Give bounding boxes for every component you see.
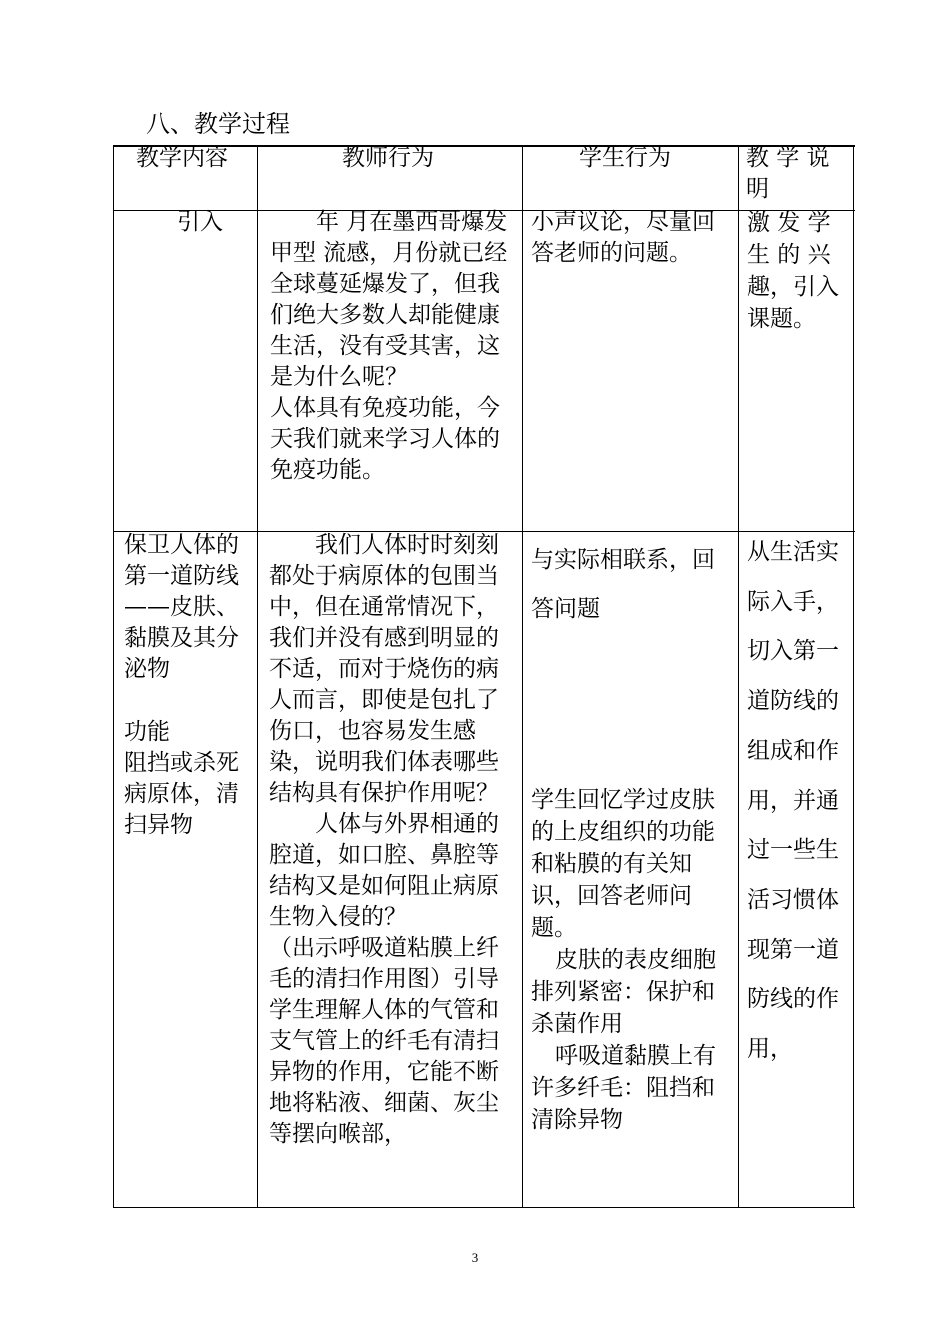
table-col-divider-3 (738, 145, 739, 1208)
row1-teacher-para-2: 人体具有免疫功能，今天我们就来学习人体的免疫功能。 (270, 395, 500, 483)
row2-content-function-text: 阻挡或杀死病原体，清扫异物 (124, 750, 239, 838)
section-heading: 八、教学过程 (146, 110, 290, 138)
header-content: 教学内容 (136, 145, 228, 171)
table-border-bottom (113, 1207, 855, 1208)
header-student: 学生行为 (579, 145, 671, 171)
row1-note: 激 发 学 生 的 兴趣，引入课题。 (747, 210, 839, 332)
row2-student-para-1: 与实际相联系，回答问题 (531, 547, 715, 622)
header-note: 教 学 说 明 (746, 145, 830, 202)
row2-teacher (269, 530, 513, 1150)
header-teacher: 教师行为 (342, 145, 434, 171)
row2-teacher-para-2: 人体与外界相通的腔道，如口腔、鼻腔等结构又是如何阻止病原生物入侵的？ (269, 811, 499, 930)
row2-note: 从生活实际入手，切入第一道防线的组成和作用，并通过一些生活习惯体现第一道防线的作用， (747, 539, 839, 1063)
row2-student-para-3: 皮肤的表皮细胞排列紧密：保护和杀菌作用 (531, 947, 716, 1037)
row2-teacher-para-1: 我们人体时时刻刻都处于病原体的包围当中，但在通常情况下，我们并没有感到明显的不适，而对于烧伤的病人而言，即使是包扎了伤口，也容易发生感染，说明我们体表哪些结构具有保护作用呢？ (269, 532, 499, 806)
row1-teacher (270, 207, 513, 486)
row2-content (124, 530, 250, 841)
row2-content-title: 保卫人体的第一道防线 (124, 532, 239, 589)
table-border-left (113, 145, 114, 1208)
table-border-right (853, 145, 854, 1208)
row2-student-para-2: 学生回忆学过皮肤的上皮组织的功能和粘膜的有关知识，回答老师问题。 (531, 787, 715, 941)
row1-content: 引入 (177, 209, 223, 235)
row2-content-function-label: 功能 (124, 719, 170, 745)
table-col-divider-1 (257, 145, 258, 1208)
row2-teacher-para-3: （出示呼吸道粘膜上纤毛的清扫作用图）引导学生理解人体的气管和支气管上的纤毛有清扫异物的作用，它能不断地将粘液、细菌、灰尘等摆向喉部， (269, 935, 499, 1147)
page-number: 3 (471, 1250, 479, 1265)
row2-content-subtitle: ——皮肤、黏膜及其分泌物 (124, 594, 239, 682)
table-col-divider-2 (522, 145, 523, 1208)
row2-student (531, 536, 731, 1136)
row1-student: 小声议论，尽量回答老师的问题。 (531, 209, 715, 266)
row1-teacher-para-1: 年 月在墨西哥爆发甲型 流感，月份就已经全球蔓延爆发了，但我们绝大多数人却能健康生活，没有受其害，这是为什么呢？ (270, 209, 508, 390)
row2-student-para-4: 呼吸道黏膜上有许多纤毛：阻挡和清除异物 (531, 1043, 716, 1133)
